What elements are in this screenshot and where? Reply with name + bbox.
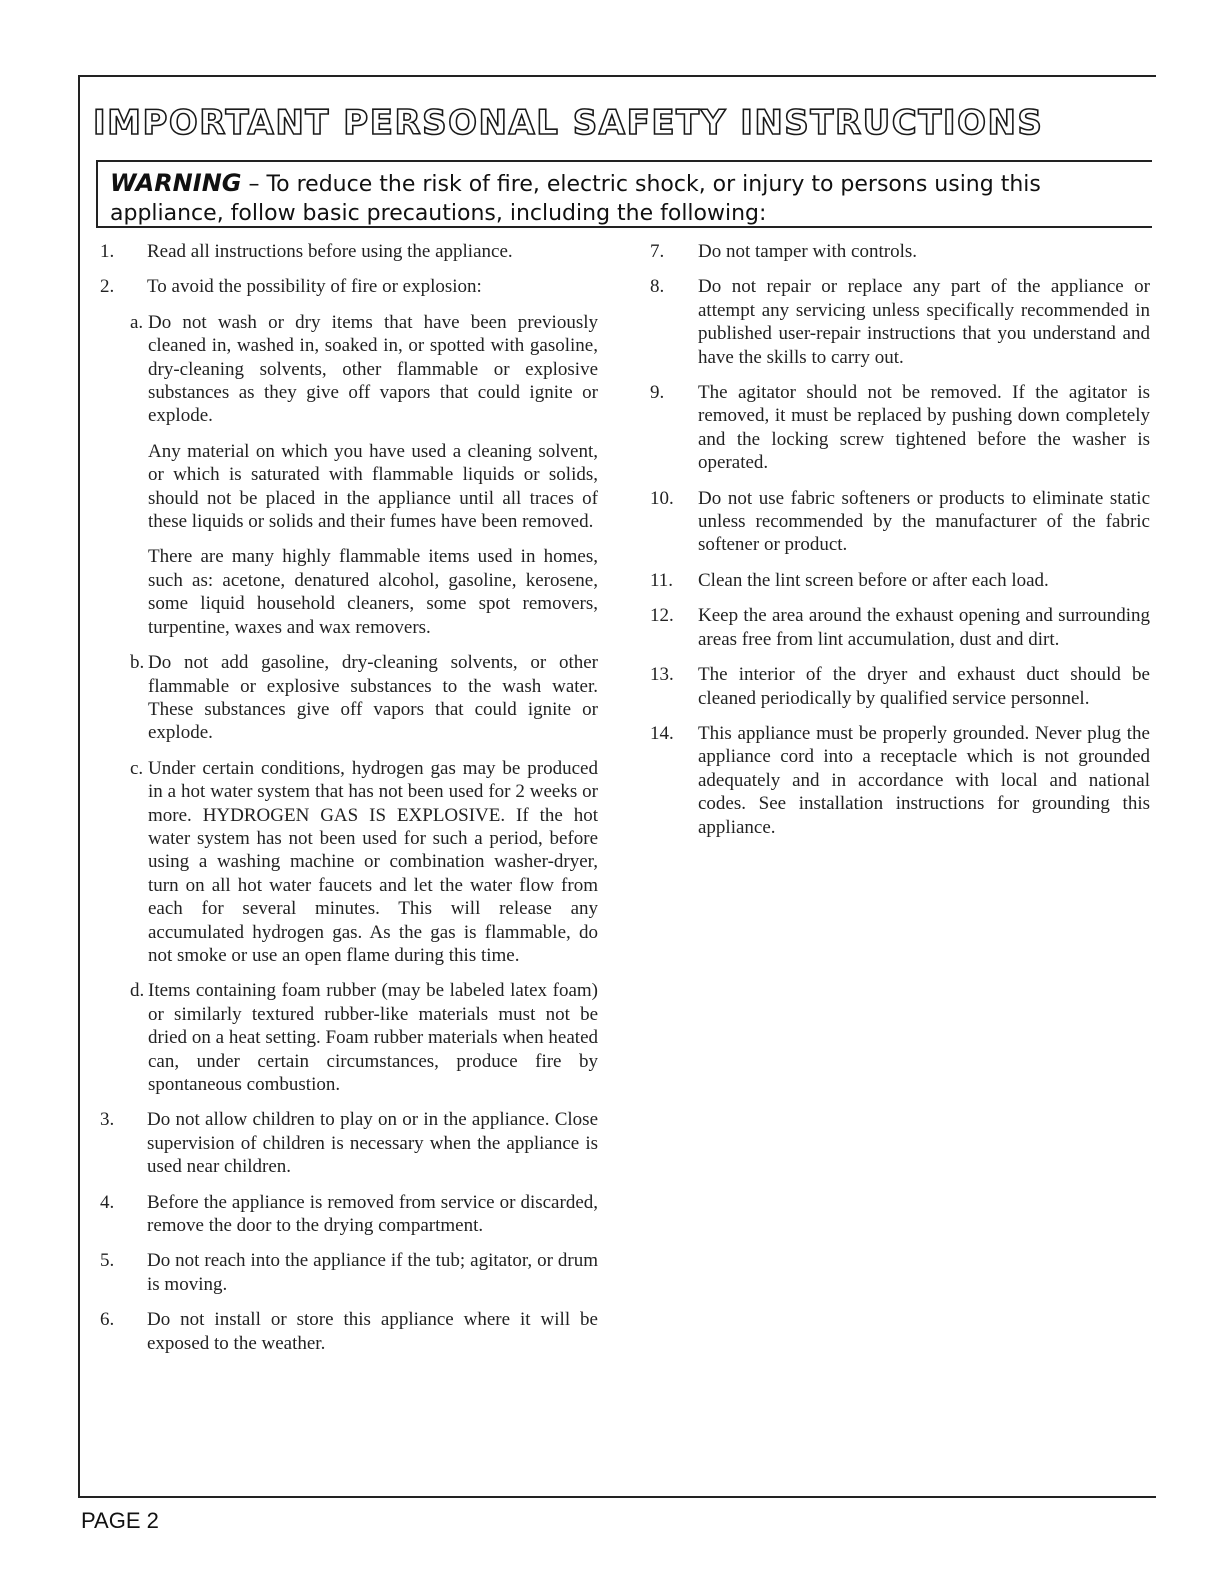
item-number: 2. bbox=[100, 276, 115, 298]
item-number: 5. bbox=[100, 1250, 115, 1272]
item-text: Do not reach into the appliance if the tub; agitator, or drum is moving. bbox=[147, 1250, 598, 1295]
item-number: 1. bbox=[100, 241, 115, 262]
item-number: 14. bbox=[650, 722, 674, 744]
list-item bbox=[650, 663, 1150, 710]
list-item bbox=[100, 240, 598, 263]
item-number: 12. bbox=[650, 605, 674, 627]
item-text: This appliance must be properly grounded. Never plug the appliance cord into a receptacle which is not grounded adequately and in accordance with local and national codes. See installation instructions for grounding this appliance. bbox=[698, 722, 1150, 838]
item-text: Read all instructions before using the appliance. bbox=[147, 241, 513, 262]
item-text: Keep the area around the exhaust opening and surrounding areas free from lint accumulation, dust and dirt. bbox=[698, 605, 1150, 650]
warning-text: – To reduce the risk of fire, electric shock, or injury to persons using this appliance, follow basic precautions, including the following: bbox=[110, 172, 1041, 226]
sub-item-d bbox=[130, 979, 598, 1096]
item-number: 13. bbox=[650, 664, 674, 686]
list-item bbox=[650, 275, 1150, 369]
list-item bbox=[650, 487, 1150, 557]
item-text: Before the appliance is removed from service or discarded, remove the door to the drying compartment. bbox=[147, 1191, 598, 1237]
sub-item-letter: d. bbox=[130, 980, 145, 1002]
item-number: 8. bbox=[650, 276, 665, 298]
item-text: The agitator should not be removed. If the agitator is removed, it must be replaced by pushing down completely and the locking screw tightened before the washer is operated. bbox=[698, 382, 1150, 474]
sub-item-letter: a. bbox=[130, 311, 144, 333]
list-item bbox=[650, 240, 1150, 263]
item-text: Do not tamper with controls. bbox=[698, 241, 917, 262]
sub-item-letter: b. bbox=[130, 652, 145, 674]
item-text: Do not install or store this appliance where it will be exposed to the weather. bbox=[147, 1309, 598, 1354]
sub-item-text: Do not add gasoline, dry-cleaning solvents, or other flammable or explosive substances to the wash water. These substances give off vapors that could ignite or explode. bbox=[148, 652, 598, 744]
warning-box bbox=[96, 160, 1152, 228]
sub-item-text: Items containing foam rubber (may be labeled latex foam) or similarly textured rubber-like materials must not be dried on a heat setting. Foam rubber materials when heated can, under certain circumstances, produce fire by spontaneous combustion. bbox=[148, 980, 598, 1095]
right-column bbox=[650, 240, 1150, 851]
sub-item-c bbox=[130, 757, 598, 968]
item-number: 4. bbox=[100, 1191, 115, 1213]
page-title: IMPORTANT PERSONAL SAFETY INSTRUCTIONS bbox=[93, 103, 1044, 143]
sub-item-a-paragraph-2: There are many highly flammable items used in homes, such as: acetone, denatured alcohol, gasoline, kerosene, some liquid household cleaners, some spot removers, turpentine, waxes and wax removers. bbox=[148, 546, 598, 638]
list-item bbox=[100, 1191, 598, 1238]
list-item bbox=[100, 275, 598, 298]
list-item bbox=[100, 1249, 598, 1296]
list-item bbox=[100, 1108, 598, 1178]
sub-item-text: Under certain conditions, hydrogen gas may be produced in a hot water system that has not been used for 2 weeks or more. HYDROGEN GAS IS EXPLOSIVE. If the hot water system has not been used for such a period, before using a washing machine or combination washer-dryer, turn on all hot water faucets and let the water flow from each for several minutes. This will release any accumulated hydrogen gas. As the gas is flammable, do not smoke or use an open flame during this time. bbox=[148, 757, 598, 966]
item-number: 9. bbox=[650, 382, 665, 404]
item-text: Do not repair or replace any part of the appliance or attempt any servicing unless specifically recommended in published user-repair instructions that you understand and have the skills to carry out. bbox=[698, 276, 1150, 368]
item-number: 11. bbox=[650, 569, 674, 591]
item-number: 3. bbox=[100, 1109, 115, 1131]
item-text: Do not allow children to play on or in the appliance. Close supervision of children is necessary when the appliance is used near children. bbox=[147, 1109, 598, 1178]
list-item bbox=[650, 569, 1150, 592]
left-column bbox=[100, 240, 598, 1367]
item-text: Do not use fabric softeners or products to eliminate static unless recommended by the manufacturer of the fabric softener or product. bbox=[698, 487, 1150, 556]
sub-item-a bbox=[130, 311, 598, 428]
warning-label: WARNING bbox=[110, 169, 242, 197]
sub-item-b bbox=[130, 651, 598, 745]
list-item bbox=[650, 381, 1150, 475]
list-item bbox=[650, 604, 1150, 651]
list-item bbox=[650, 722, 1150, 839]
item-number: 6. bbox=[100, 1309, 115, 1331]
item-text: To avoid the possibility of fire or explosion: bbox=[147, 276, 482, 298]
item-text: The interior of the dryer and exhaust duct should be cleaned periodically by qualified service personnel. bbox=[698, 664, 1150, 709]
sub-item-letter: c. bbox=[130, 757, 144, 779]
item-number: 7. bbox=[650, 241, 665, 262]
sub-item-text: Do not wash or dry items that have been previously cleaned in, washed in, soaked in, or spotted with gasoline, dry-cleaning solvents, other flammable or explosive substances as they give off vapors that could ignite or explode. bbox=[148, 311, 598, 427]
sub-item-a-paragraph-1: Any material on which you have used a cleaning solvent, or which is saturated with flammable liquids or solids, should not be placed in the appliance until all traces of these liquids or solids and their fumes have been removed. bbox=[148, 440, 598, 533]
list-item bbox=[100, 1308, 598, 1355]
page-number: PAGE 2 bbox=[81, 1508, 159, 1533]
item-text: Clean the lint screen before or after each load. bbox=[698, 569, 1049, 591]
item-number: 10. bbox=[650, 487, 674, 509]
